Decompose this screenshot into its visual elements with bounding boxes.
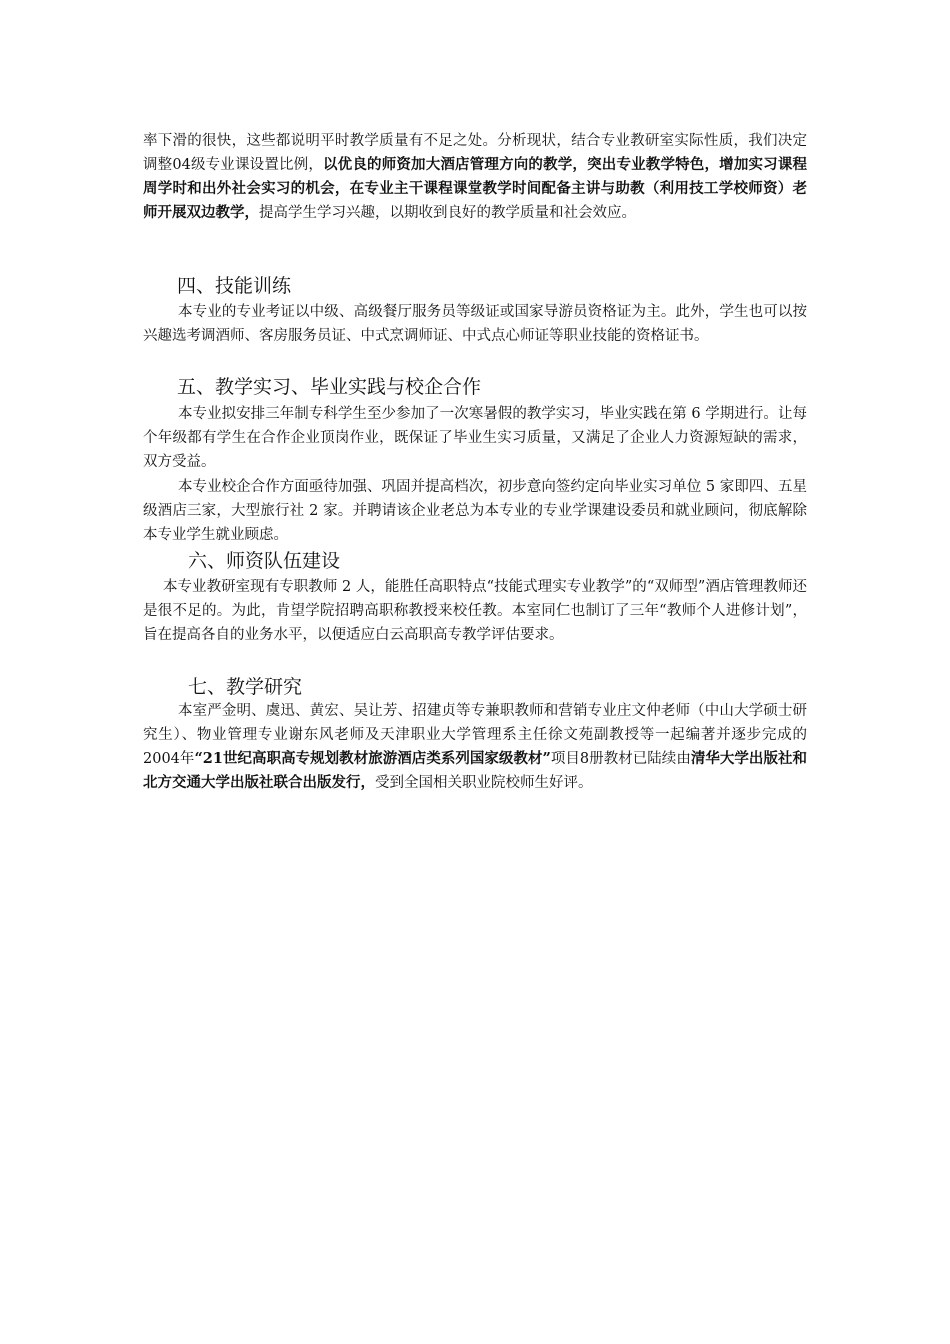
paragraph-bold-text: 以优良的师资加大酒店管理方向的教学，突出专业教学特色，增加实习课程周学时和出外社会实习的机会，在专业主干课程课堂教学时间配备主讲与助教（利用技工学校师资）老师开展双边教学，: [143, 156, 808, 221]
paragraph-teaching-adjustment: [143, 129, 807, 225]
section-heading-research: 七、教学研究: [188, 676, 303, 698]
paragraph-internship: 本专业拟安排三年制专科学生至少参加了一次寒暑假的教学实习，毕业实践在第 6 学期进行。让每个年级都有学生在合作企业顶岗作业，既保证了毕业生实习质量，又满足了企业人力资源短缺的需求，双方受益。: [143, 406, 807, 470]
paragraph-text: 受到全国相关职业院校师生好评。: [375, 775, 593, 791]
paragraph-cooperation: 本专业校企合作方面亟待加强、巩固并提高档次，初步意向签约定向毕业实习单位 5 家即四、五星级酒店三家，大型旅行社 2 家。并聘请该企业老总为本专业的专业学课建设委员和就业顾问，彻底解除本专业学生就业顾虑。: [143, 479, 807, 543]
paragraph-bold-text: “21世纪高职高专规划教材旅游酒店类系列国家级教材”: [194, 750, 551, 767]
paragraph-text: 本室严金明、虞迅、黄宏、吴让芳、招建贞等专兼职教师和营销专业庄文仲老师（中山大学硕士研究生）、物业管理专业谢东风老师及天津职业大学管理系主任徐文苑副教授等一起编著并逐步完成的2004年: [143, 703, 807, 767]
paragraph-faculty: 本专业教研室现有专职教师 2 人，能胜任高职特点“技能式理实专业教学”的“双师型”酒店管理教师还是很不足的。为此，肯望学院招聘高职称教授来校任教。本室同仁也制订了三年“教师个人进修计划”，旨在提高各自的业务水平，以便适应白云高职高专教学评估要求。: [143, 579, 807, 643]
paragraph-text: 率下滑的很快，这些都说明平时教学质量有不足之处。分析现状，结合专业教研室实际性质，我们决定调整04级专业课设置比例，: [143, 133, 807, 173]
section-heading-internship: 五、教学实习、毕业实践与校企合作: [177, 376, 482, 398]
paragraph-skills: 本专业的专业考证以中级、高级餐厅服务员等级证或国家导游员资格证为主。此外，学生也可以按兴趣选考调酒师、客房服务员证、中式烹调师证、中式点心师证等职业技能的资格证书。: [143, 304, 807, 344]
paragraph-bold-text: 清华大学出版社和北方交通大学出版社联合出版发行，: [143, 750, 808, 791]
paragraph-text: 提高学生学习兴趣，以期收到良好的教学质量和社会效应。: [259, 205, 636, 221]
paragraph-research: [143, 699, 807, 795]
section-heading-skills: 四、技能训练: [177, 275, 292, 297]
paragraph-text: 项目8册教材已陆续由: [550, 751, 691, 767]
section-heading-faculty: 六、师资队伍建设: [188, 550, 341, 572]
